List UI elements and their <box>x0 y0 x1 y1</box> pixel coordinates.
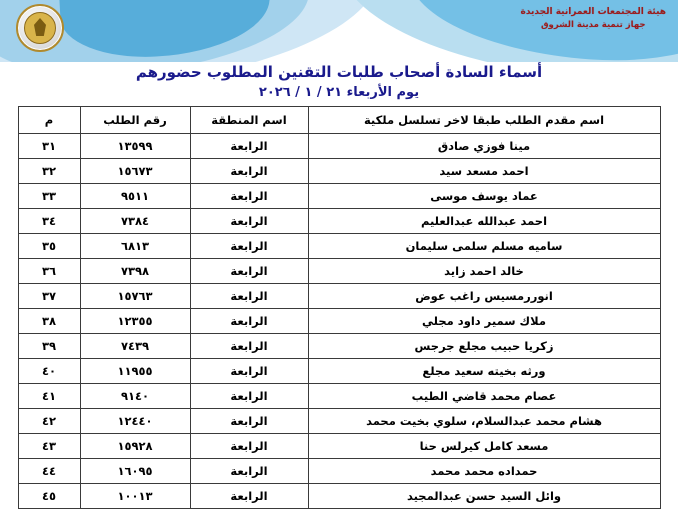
column-header-sequence: م <box>18 107 80 134</box>
cell-applicant-name: عصام محمد قاضي الطيب <box>308 384 660 409</box>
cell-applicant-name: انوررمسيس راغب عوض <box>308 284 660 309</box>
cell-region: الرابعة <box>190 209 308 234</box>
cell-sequence: ٣٧ <box>18 284 80 309</box>
organization-title <box>521 6 666 31</box>
cell-region: الرابعة <box>190 284 308 309</box>
cell-applicant-name: حمداده محمد محمد <box>308 459 660 484</box>
table-row <box>18 359 660 384</box>
cell-region: الرابعة <box>190 484 308 509</box>
cell-request-number: ١٣٥٩٩ <box>80 134 190 159</box>
cell-request-number: ٧٣٩٨ <box>80 259 190 284</box>
cell-applicant-name: ورثه بخيته سعيد مجلع <box>308 359 660 384</box>
cell-region: الرابعة <box>190 309 308 334</box>
cell-request-number: ١٥٩٢٨ <box>80 434 190 459</box>
cell-applicant-name: زكريا حبيب مجلع جرجس <box>308 334 660 359</box>
table-row <box>18 484 660 509</box>
cell-region: الرابعة <box>190 334 308 359</box>
table-header-row <box>18 107 660 134</box>
cell-sequence: ٣٨ <box>18 309 80 334</box>
table-row <box>18 309 660 334</box>
cell-sequence: ٤٤ <box>18 459 80 484</box>
cell-applicant-name: هشام محمد عبدالسلام، سلوي بخيت محمد <box>308 409 660 434</box>
cell-sequence: ٣٢ <box>18 159 80 184</box>
table-row <box>18 159 660 184</box>
cell-sequence: ٤٥ <box>18 484 80 509</box>
cell-sequence: ٤١ <box>18 384 80 409</box>
table-body <box>18 134 660 509</box>
cell-region: الرابعة <box>190 459 308 484</box>
cell-region: الرابعة <box>190 159 308 184</box>
applicants-table <box>18 106 661 509</box>
table-row <box>18 134 660 159</box>
table-row <box>18 184 660 209</box>
cell-sequence: ٤٣ <box>18 434 80 459</box>
cell-region: الرابعة <box>190 184 308 209</box>
cell-sequence: ٣٣ <box>18 184 80 209</box>
table-row <box>18 209 660 234</box>
cell-applicant-name: مينا فوزي صادق <box>308 134 660 159</box>
page-subtitle: يوم الأربعاء ٢١ / ١ / ٢٠٢٦ <box>258 85 420 100</box>
header-banner <box>0 0 678 62</box>
cell-request-number: ١٦٠٩٥ <box>80 459 190 484</box>
cell-region: الرابعة <box>190 259 308 284</box>
cell-applicant-name: ملاك سمير داود مجلي <box>308 309 660 334</box>
cell-region: الرابعة <box>190 384 308 409</box>
table-row <box>18 459 660 484</box>
cell-applicant-name: وائل السيد حسن عبدالمجيد <box>308 484 660 509</box>
cell-applicant-name: ساميه مسلم سلمى سليمان <box>308 234 660 259</box>
cell-sequence: ٤٠ <box>18 359 80 384</box>
cell-applicant-name: احمد عبدالله عبدالعليم <box>308 209 660 234</box>
table-row <box>18 259 660 284</box>
cell-request-number: ٦٨١٣ <box>80 234 190 259</box>
column-header-region: اسم المنطقة <box>190 107 308 134</box>
cell-applicant-name: مسعد كامل كيرلس حنا <box>308 434 660 459</box>
cell-request-number: ١٠٠١٣ <box>80 484 190 509</box>
cell-region: الرابعة <box>190 359 308 384</box>
table-row <box>18 234 660 259</box>
table-header <box>18 107 660 134</box>
column-header-request-number: رقم الطلب <box>80 107 190 134</box>
cell-request-number: ١٢٣٥٥ <box>80 309 190 334</box>
cell-request-number: ١٢٤٤٠ <box>80 409 190 434</box>
page-title: أسماء السادة أصحاب طلبات التقنين المطلوب حضورهم <box>135 63 543 81</box>
table-row <box>18 284 660 309</box>
table-row <box>18 334 660 359</box>
government-emblem-icon <box>16 4 64 52</box>
cell-sequence: ٤٢ <box>18 409 80 434</box>
cell-applicant-name: عماد يوسف موسى <box>308 184 660 209</box>
table-row <box>18 384 660 409</box>
cell-sequence: ٣١ <box>18 134 80 159</box>
cell-request-number: ١٥٧٦٣ <box>80 284 190 309</box>
cell-applicant-name: خالد احمد زايد <box>308 259 660 284</box>
cell-sequence: ٣٥ <box>18 234 80 259</box>
cell-sequence: ٣٦ <box>18 259 80 284</box>
cell-request-number: ٩١٤٠ <box>80 384 190 409</box>
organization-line-2: جهاز تنمية مدينة الشروق <box>540 20 646 31</box>
cell-applicant-name: احمد مسعد سيد <box>308 159 660 184</box>
cell-region: الرابعة <box>190 134 308 159</box>
cell-region: الرابعة <box>190 434 308 459</box>
table-row <box>18 434 660 459</box>
cell-region: الرابعة <box>190 409 308 434</box>
cell-request-number: ١٥٦٧٣ <box>80 159 190 184</box>
organization-line-1: هيئة المجتمعات العمرانية الجديدة <box>520 7 666 17</box>
cell-request-number: ٧٣٨٤ <box>80 209 190 234</box>
column-header-name: اسم مقدم الطلب طبقا لاخر تسلسل ملكية <box>308 107 660 134</box>
cell-region: الرابعة <box>190 234 308 259</box>
cell-request-number: ٩٥١١ <box>80 184 190 209</box>
cell-request-number: ١١٩٥٥ <box>80 359 190 384</box>
cell-sequence: ٣٤ <box>18 209 80 234</box>
cell-request-number: ٧٤٣٩ <box>80 334 190 359</box>
cell-sequence: ٣٩ <box>18 334 80 359</box>
emblem-inner-shape <box>24 12 56 44</box>
table-row <box>18 409 660 434</box>
